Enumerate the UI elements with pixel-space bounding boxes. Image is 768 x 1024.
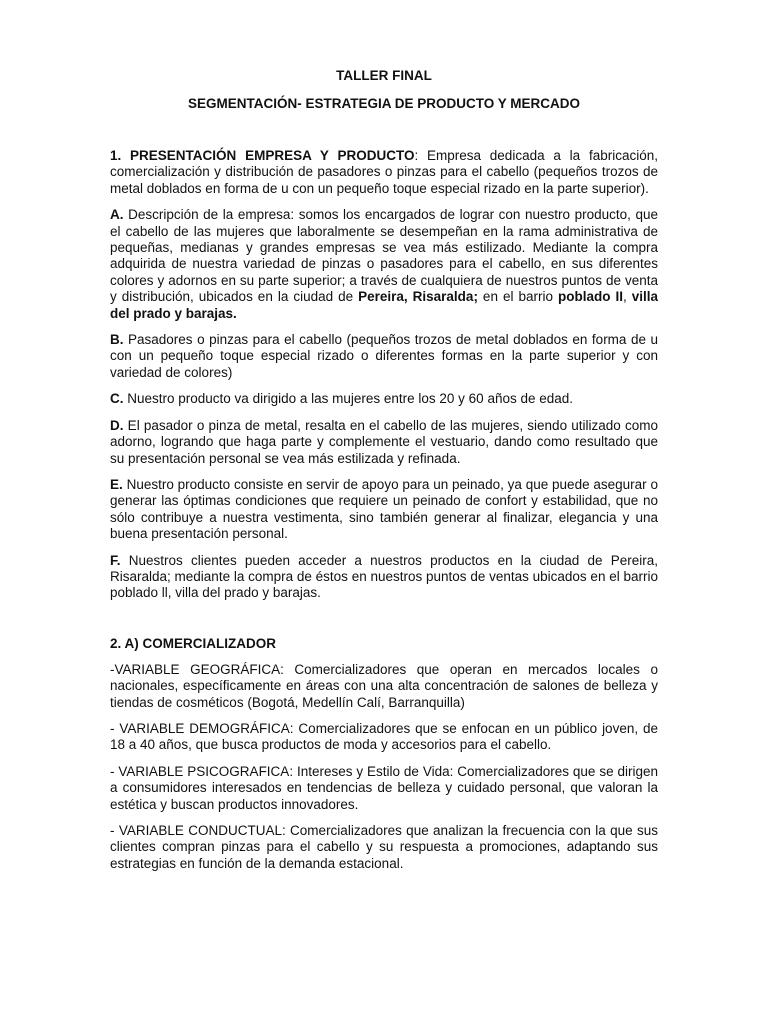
item-b-text: Pasadores o pinzas para el cabello (pequeños trozos de metal doblados en forma de u con un pequeño toque especial rizado o diferentes formas en la parte superior y con variedad de colores)	[110, 332, 658, 380]
section-2-heading: 2. A) COMERCIALIZADOR	[110, 635, 276, 651]
variable-demografica: - VARIABLE DEMOGRÁFICA: Comercializadores que se enfocan en un público joven, de 18 a 40 años, que busca productos de moda y accesorios para el cabello.	[110, 720, 658, 753]
item-d	[110, 418, 658, 467]
item-a-barrio-1: poblado II	[557, 289, 623, 305]
section-1-intro-text: : Empresa dedicada a la fabricación, comercialización y distribución de pasadores o pinzas para el cabello (pequeños trozos de metal doblados en forma de u con un pequeño toque especial rizado en la parte superior).	[110, 148, 658, 196]
item-a-city: Pereira, Risaralda;	[358, 289, 478, 305]
item-a-label: A.	[110, 207, 124, 223]
variable-psicografica: - VARIABLE PSICOGRAFICA: Intereses y Estilo de Vida: Comercializadores que se dirigen a consumidores interesados en tendencias de belleza y cuidado personal, que valoran la estética y buscan productos innovadores.	[110, 763, 658, 812]
item-e-text: Nuestro producto consiste en servir de apoyo para un peinado, ya que puede asegurar o generar las óptimas condiciones que requiere un peinado de confort y estabilidad, que no sólo contribuye a nuestra vestimenta, sino también generar al finalizar, elegancia y una buena presentación personal.	[110, 476, 658, 542]
section-2	[110, 636, 658, 872]
item-f-label: F.	[110, 552, 121, 568]
document-title: TALLER FINAL	[336, 68, 432, 83]
item-a-comma: ,	[622, 289, 632, 305]
section-1	[110, 148, 658, 602]
item-e-label: E.	[110, 476, 123, 492]
variable-conductual: - VARIABLE CONDUCTUAL: Comercializadores que analizan la frecuencia con la que sus clientes compran pinzas para el cabello y su respuesta a promociones, adaptando sus estrategias en función de la demanda estacional.	[110, 823, 658, 871]
item-f-text: Nuestros clientes pueden acceder a nuestros productos en la ciudad de Pereira, Risaralda; mediante la compra de éstos en nuestros puntos de ventas ubicados en el barrio poblado ll, villa del prado y barajas.	[110, 552, 658, 601]
item-a-text: Descripción de la empresa: somos los encargados de lograr con nuestro producto, que el cabello de las mujeres que laboralmente se desempeñan en la rama administrativa de pequeñas, medianas y grandes empresas se vea más estilizado. Mediante la compra adquirida de nuestra variedad de pinzas o pasadores para el cabello, en sus diferentes colores y adornos en su parte superior; a través de cualquiera de nuestros puntos de venta y distribución, ubicados en la ciudad de	[110, 207, 658, 305]
item-c-text: Nuestro producto va dirigido a las mujeres entre los 20 y 60 años de edad.	[123, 391, 574, 407]
item-a-mid: en el barrio	[477, 289, 558, 305]
item-e	[110, 477, 658, 543]
item-c	[110, 391, 658, 407]
section-1-intro	[110, 148, 658, 197]
item-d-label: D.	[110, 417, 124, 433]
document-subtitle: SEGMENTACIÓN- ESTRATEGIA DE PRODUCTO Y MERCADO	[187, 96, 581, 111]
item-a-barrio-2: villa del prado y barajas.	[110, 289, 658, 321]
item-b	[110, 332, 658, 381]
item-f	[110, 553, 658, 602]
item-d-text: El pasador o pinza de metal, resalta en el cabello de las mujeres, siendo utilizado como adorno, logrando que haga parte y complemente el vestuario, dando como resultado que su presentación personal se vea más estilizada y refinada.	[110, 417, 658, 466]
section-1-heading: 1. PRESENTACIÓN EMPRESA Y PRODUCTO	[110, 148, 415, 163]
item-b-label: B.	[110, 332, 124, 348]
item-a	[110, 207, 658, 322]
item-c-label: C.	[110, 391, 124, 407]
variable-geografica: -VARIABLE GEOGRÁFICA: Comercializadores que operan en mercados locales o nacionales, específicamente en áreas con una alta concentración de salones de belleza y tiendas de cosméticos (Bogotá, Medellín Calí, Barranquilla)	[110, 661, 658, 710]
